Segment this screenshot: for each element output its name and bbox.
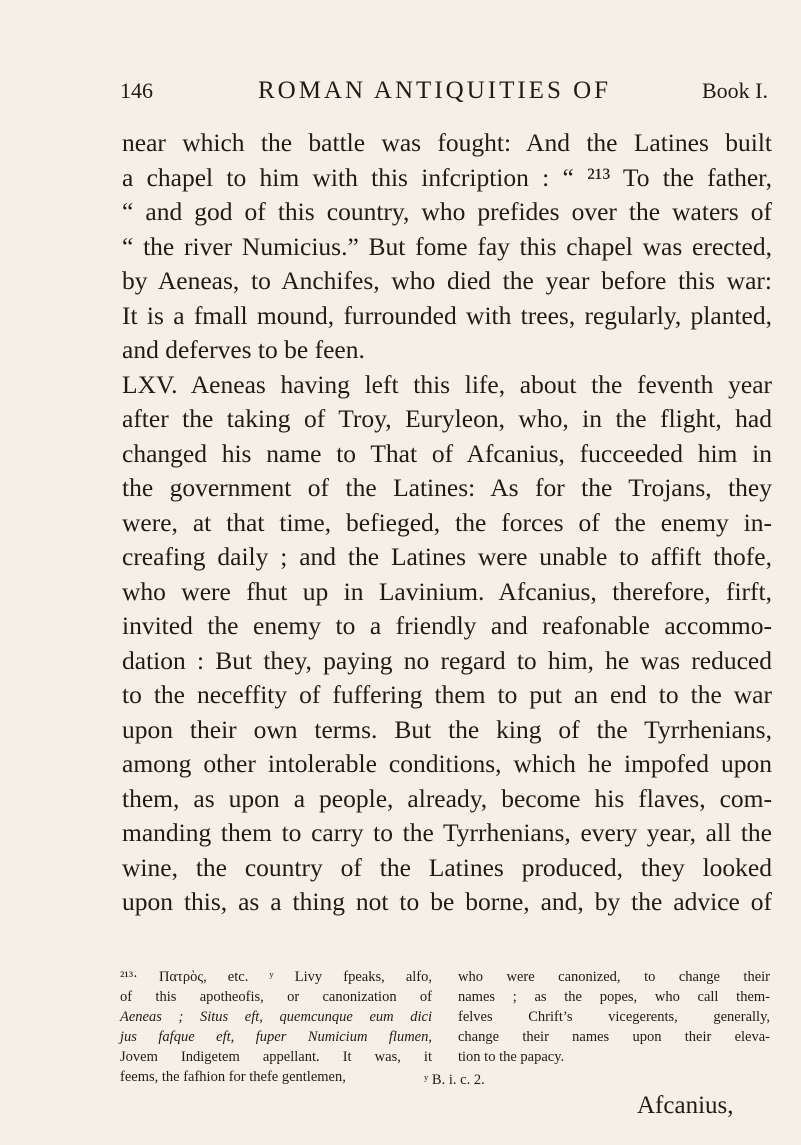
text-line: upon this, as a thing not to be borne, and, by the advice of [122,887,772,916]
footnote-column-left [120,967,432,1087]
footnote-line: ²¹³· Πατρὸς, etc. ʸ Livy fpeaks, alfo, [120,969,432,985]
text-line: invited the enemy to a friendly and reafonable accommo- [122,611,772,640]
footnote-line: Jovem Indigetem appellant. It was, it [120,1049,432,1065]
text-line: “ and god of this country, who prefides over the waters of [122,197,772,226]
running-title: ROMAN ANTIQUITIES OF [258,77,612,104]
text-line: “ the river Numicius.” But fome fay this chapel was erected, [122,231,772,261]
page-number: 146 [120,78,153,103]
footnote-line: feems, the fafhion for thefe gentlemen, [120,1069,346,1085]
text-line: It is a fmall mound, furrounded with trees, regularly, planted, [122,300,772,330]
text-line: wine, the country of the Latines produced, they looked [122,852,772,882]
footnote-line: tion to the papacy. [458,1049,565,1065]
footnote-line: names ; as the popes, who call them- [458,989,770,1005]
text-line: to the neceffity of fuffering them to put an end to the war [122,680,772,709]
text-line: a chapel to him with this infcription : “ ²¹³ To the father, [122,162,772,192]
running-header [120,78,768,118]
text-line: were, at that time, befieged, the forces of the enemy in- [122,507,772,537]
footnote-line: of this apotheofis, or canonization of [120,989,432,1005]
text-line: manding them to carry to the Tyrrhenians, every year, all the [122,818,772,847]
book-label: Book I. [702,78,768,103]
text-line: the government of the Latines: As for the Trojans, they [122,473,772,502]
text-line: who were fhut up in Lavinium. Afcanius, therefore, firft, [122,576,772,606]
text-line: near which the battle was fought: And the Latines built [122,128,772,157]
footnote-line: who were canonized, to change their [458,969,770,985]
text-line: by Aeneas, to Anchifes, who died the year before this war: [122,266,772,295]
text-line: dation : But they, paying no regard to him, he was reduced [122,645,772,675]
text-line: them, as upon a people, already, become his flaves, com- [122,783,772,813]
footnote-line: felves Chrift’s vicegerents, generally, [458,1009,770,1025]
book-reference: ʸ B. i. c. 2. [424,1072,485,1088]
main-text [122,126,772,920]
text-line: changed his name to That of Afcanius, fucceeded him in [122,438,772,468]
text-line: creafing daily ; and the Latines were unable to affift thofe, [122,542,772,571]
text-line: and deferves to be feen. [122,335,365,364]
text-line: LXV. Aeneas having left this life, about the feventh year [122,369,772,399]
text-line: after the taking of Troy, Euryleon, who, in the flight, had [122,404,772,433]
footnote-line: Aeneas ; Situs eft, quemcunque eum dici [120,1009,432,1025]
footnote-column-right [458,967,770,1067]
text-line: upon their own terms. But the king of the Tyrrhenians, [122,714,772,744]
footnote-line: jus fafque eft, fuper Numicium flumen, [120,1029,432,1045]
text-line: among other intolerable conditions, which he impofed upon [122,749,772,778]
catchword: Afcanius, [637,1092,734,1119]
footnote-line: change their names upon their eleva- [458,1029,770,1045]
